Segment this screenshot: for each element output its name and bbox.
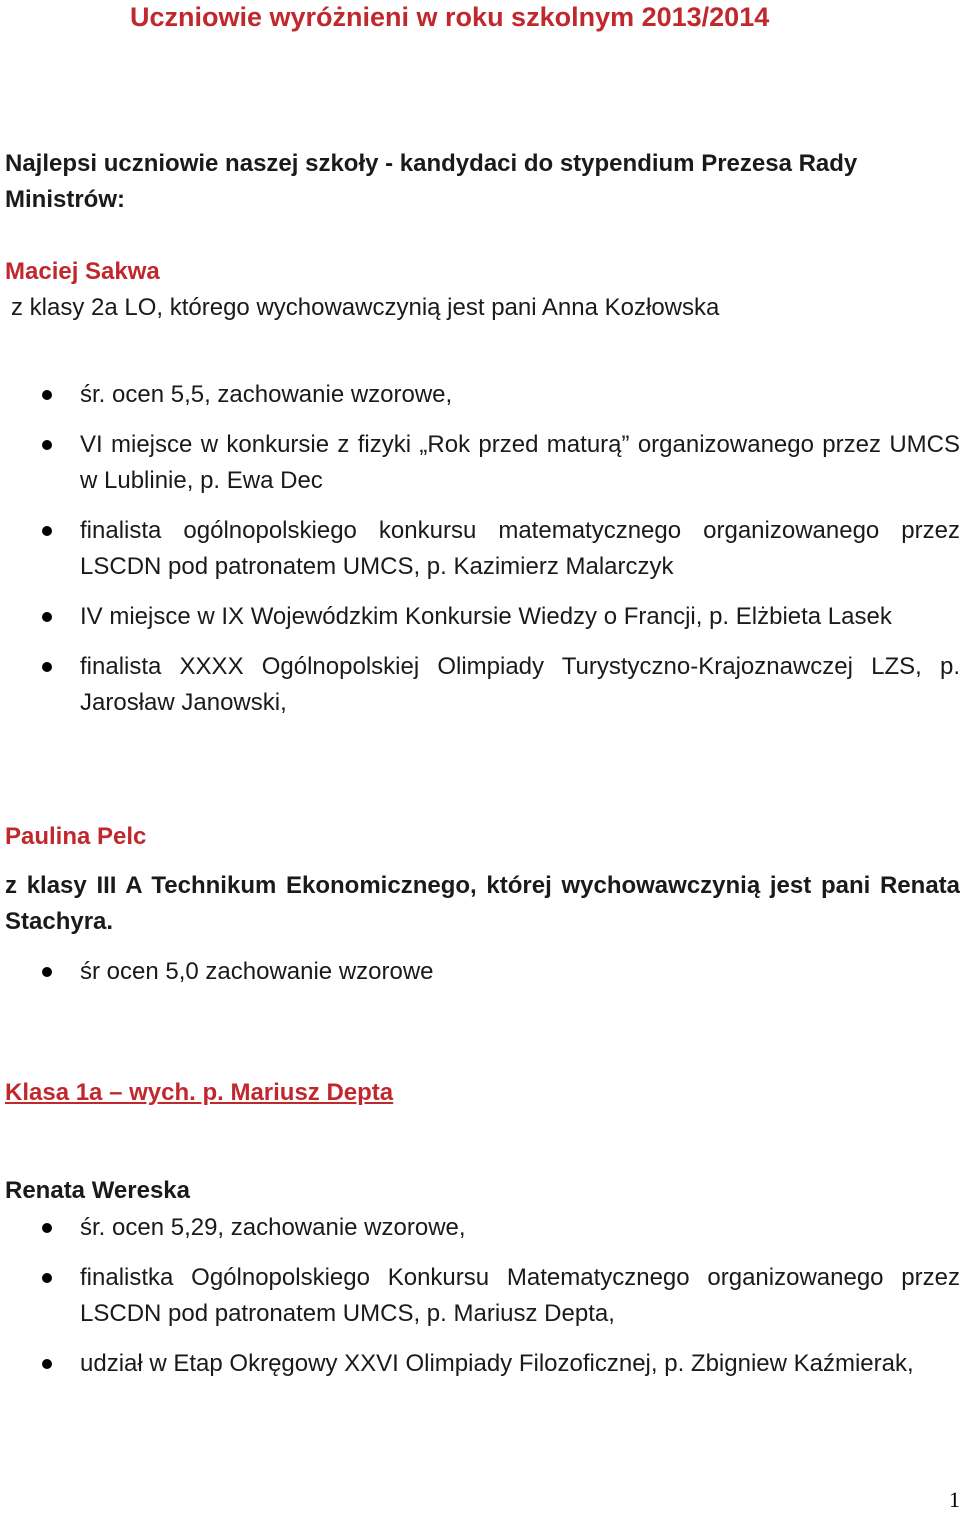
student-class-1: z klasy 2a LO, którego wychowawczynią jest pani Anna Kozłowska [11, 294, 720, 321]
achievements-list-2 [0, 954, 960, 990]
list-item: udział w Etap Okręgowy XXVI Olimpiady Filozoficznej, p. Zbigniew Kaźmierak, [0, 1346, 960, 1382]
list-item: śr. ocen 5,5, zachowanie wzorowe, [0, 377, 960, 413]
list-item: śr. ocen 5,29, zachowanie wzorowe, [0, 1210, 960, 1246]
bullet-icon [42, 967, 52, 977]
list-item: VI miejsce w konkursie z fizyki „Rok przed maturą” organizowanego przez UMCS w Lublinie, p. Ewa Dec [0, 427, 960, 499]
class-heading: Klasa 1a – wych. p. Mariusz Depta [5, 1079, 394, 1106]
bullet-icon [42, 662, 52, 672]
list-item: śr ocen 5,0 zachowanie wzorowe [0, 954, 960, 990]
page-number: 1 [949, 1487, 960, 1512]
list-item: IV miejsce w IX Wojewódzkim Konkursie Wiedzy o Francji, p. Elżbieta Lasek [0, 599, 960, 635]
bullet-icon [42, 1273, 52, 1283]
student-class-2: z klasy III A Technikum Ekonomicznego, której wychowawczynią jest pani Renata Stachyra. [5, 872, 960, 935]
student-name-2: Paulina Pelc [5, 823, 147, 850]
achievements-list-1 [0, 377, 960, 721]
bullet-icon [42, 390, 52, 400]
page-title: Uczniowie wyróżnieni w roku szkolnym 2013/2014 [130, 2, 770, 32]
student-name-3: Renata Wereska [5, 1177, 190, 1204]
list-item: finalistka Ogólnopolskiego Konkursu Matematycznego organizowanego przez LSCDN pod patronatem UMCS, p. Mariusz Depta, [0, 1260, 960, 1332]
list-item: finalista XXXX Ogólnopolskiej Olimpiady Turystyczno-Krajoznawczej LZS, p. Jarosław Janowski, [0, 649, 960, 721]
bullet-icon [42, 1223, 52, 1233]
list-item: finalista ogólnopolskiego konkursu matematycznego organizowanego przez LSCDN pod patronatem UMCS, p. Kazimierz Malarczyk [0, 513, 960, 585]
bullet-icon [42, 612, 52, 622]
intro-heading: Najlepsi uczniowie naszej szkoły - kandydaci do stypendium Prezesa Rady Ministrów: [5, 150, 858, 213]
bullet-icon [42, 440, 52, 450]
bullet-icon [42, 526, 52, 536]
achievements-list-3 [0, 1210, 960, 1382]
bullet-icon [42, 1359, 52, 1369]
student-name-1: Maciej Sakwa [5, 258, 160, 285]
